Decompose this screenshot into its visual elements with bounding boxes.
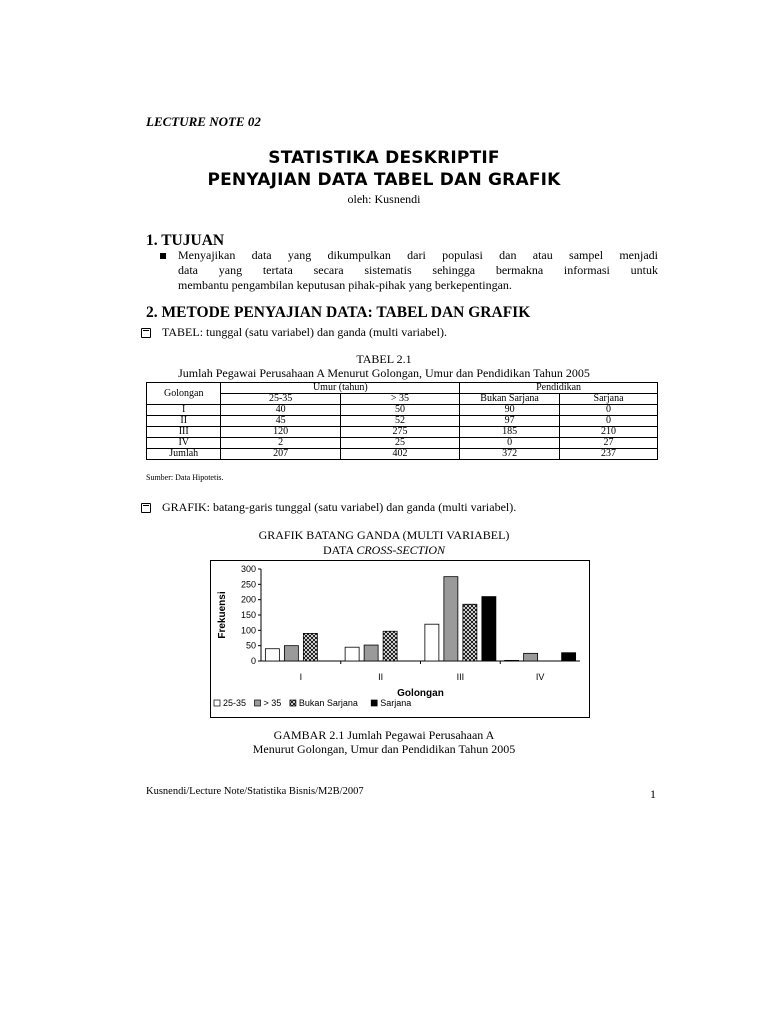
table-header-pendidikan: Pendidikan [460, 383, 658, 394]
table-cell: 120 [221, 427, 340, 438]
bar-sarjana-iii [482, 597, 496, 661]
x-tick-label: II [378, 672, 384, 682]
bar-bukan-sarjana-ii [383, 631, 397, 661]
table-header-golongan: Golongan [147, 383, 221, 405]
title-line-1: STATISTIKA DESKRIPTIF [268, 148, 500, 168]
bar-25-35-iv [505, 660, 519, 661]
table-caption: Jumlah Pegawai Perusahaan A Menurut Golongan, Umur dan Pendidikan Tahun 2005 [178, 366, 590, 380]
footer-text: Kusnendi/Lecture Note/Statistika Bisnis/M2B/2007 [146, 786, 364, 797]
x-tick-label: I [299, 672, 303, 682]
table-cell: 45 [221, 416, 340, 427]
table-source: Sumber: Data Hipotetis. [146, 473, 224, 482]
paragraph-line: membantu pengambilan keputusan pihak-pihak yang berkepentingan. [178, 278, 512, 292]
table-cell: 402 [340, 449, 459, 460]
table-cell: 52 [340, 416, 459, 427]
table-cell: 0 [460, 438, 560, 449]
table-row [147, 405, 658, 416]
legend-swatch [371, 700, 377, 706]
legend-swatch [214, 700, 220, 706]
table-cell: 210 [560, 427, 658, 438]
figure-caption-line-2: Menurut Golongan, Umur dan Pendidikan Tahun 2005 [252, 742, 516, 756]
bar-25-35-iii [425, 624, 439, 661]
table-subheader: Bukan Sarjana [460, 394, 560, 405]
table-cell: I [147, 405, 221, 416]
author: oleh: Kusnendi [347, 192, 421, 206]
table-cell: 27 [560, 438, 658, 449]
page-number: 1 [650, 787, 656, 801]
legend-entry: > 35 [263, 698, 282, 708]
chart-title-italic: CROSS-SECTION [356, 543, 446, 557]
table-subheader: Sarjana [560, 394, 658, 405]
y-tick-label: 0 [250, 656, 256, 666]
square-bullet-icon [160, 253, 166, 259]
y-axis-label: Frekuensi [217, 591, 228, 639]
table-cell: 207 [221, 449, 340, 460]
y-tick-label: 50 [245, 640, 256, 651]
table-subheader: > 35 [340, 394, 459, 405]
table-header-umur: Umur (tahun) [221, 383, 460, 394]
table-number: TABEL 2.1 [356, 352, 412, 366]
bar-35-ii [364, 645, 378, 661]
y-tick-label: 250 [240, 579, 256, 590]
table-cell: 0 [560, 416, 658, 427]
x-axis-label: Golongan [397, 688, 444, 699]
x-tick-label: IV [535, 672, 545, 682]
legend-swatch [255, 700, 261, 706]
table-cell: 275 [340, 427, 459, 438]
paragraph-line: Menyajikan data yang dikumpulkan dari populasi dan atau sampel menjadi [178, 248, 658, 262]
bar-sarjana-iv [562, 653, 576, 661]
checkbox-bullet-icon [141, 503, 151, 513]
bar-35-i [284, 646, 298, 661]
bar-bukan-sarjana-i [303, 633, 317, 661]
title-line-2: PENYAJIAN DATA TABEL DAN GRAFIK [207, 170, 561, 190]
legend-entry: Bukan Sarjana [298, 698, 358, 708]
table-row [147, 427, 658, 438]
table-cell: 2 [221, 438, 340, 449]
table-cell: Jumlah [147, 449, 221, 460]
section-2-heading: 2. METODE PENYAJIAN DATA: TABEL DAN GRAFIK [146, 304, 531, 321]
table-subheader: 25-35 [221, 394, 340, 405]
bar-25-35-ii [345, 647, 359, 661]
checkbox-bullet-icon [141, 328, 151, 338]
y-tick-label: 200 [240, 594, 256, 605]
table-cell: 372 [460, 449, 560, 460]
lecture-note-label: LECTURE NOTE 02 [146, 114, 261, 129]
bar-35-iii [444, 577, 458, 661]
table-cell: 25 [340, 438, 459, 449]
table-cell: 90 [460, 405, 560, 416]
table-row [147, 416, 658, 427]
table-cell: 50 [340, 405, 459, 416]
table-cell: IV [147, 438, 221, 449]
x-tick-label: III [456, 672, 465, 682]
table-row-total [147, 449, 658, 460]
chart-title-line-1: GRAFIK BATANG GANDA (MULTI VARIABEL) [258, 528, 510, 542]
grafik-line: GRAFIK: batang-garis tunggal (satu variabel) dan ganda (multi variabel). [162, 500, 517, 514]
bar-chart [210, 560, 590, 718]
table-cell: 185 [460, 427, 560, 438]
table-cell: 97 [460, 416, 560, 427]
table-cell: 0 [560, 405, 658, 416]
y-tick-label: 150 [240, 610, 256, 620]
bar-bukan-sarjana-iii [463, 604, 477, 661]
table-cell: 40 [221, 405, 340, 416]
tabel-line: TABEL: tunggal (satu variabel) dan ganda (multi variabel). [162, 325, 447, 339]
chart-title-prefix: DATA [322, 543, 357, 557]
table-cell: II [147, 416, 221, 427]
legend-entry: Sarjana [380, 698, 412, 708]
section-1-heading: 1. TUJUAN [146, 232, 225, 249]
section-1-paragraph [178, 248, 658, 293]
table-cell: 237 [560, 449, 658, 460]
bar-25-35-i [265, 649, 279, 661]
bar-35-iv [524, 653, 538, 661]
figure-caption-line-1: GAMBAR 2.1 Jumlah Pegawai Perusahaan A [273, 728, 495, 742]
legend-swatch [290, 700, 296, 706]
y-tick-label: 100 [240, 625, 256, 636]
legend-entry: 25-35 [223, 698, 247, 708]
table-cell: III [147, 427, 221, 438]
table-row [147, 438, 658, 449]
chart-title-line-2 [0, 543, 768, 558]
paragraph-line: data yang tertata secara sistematis sehingga bermakna informasi untuk [178, 263, 658, 277]
data-table [146, 382, 658, 460]
y-tick-label: 300 [240, 564, 256, 574]
